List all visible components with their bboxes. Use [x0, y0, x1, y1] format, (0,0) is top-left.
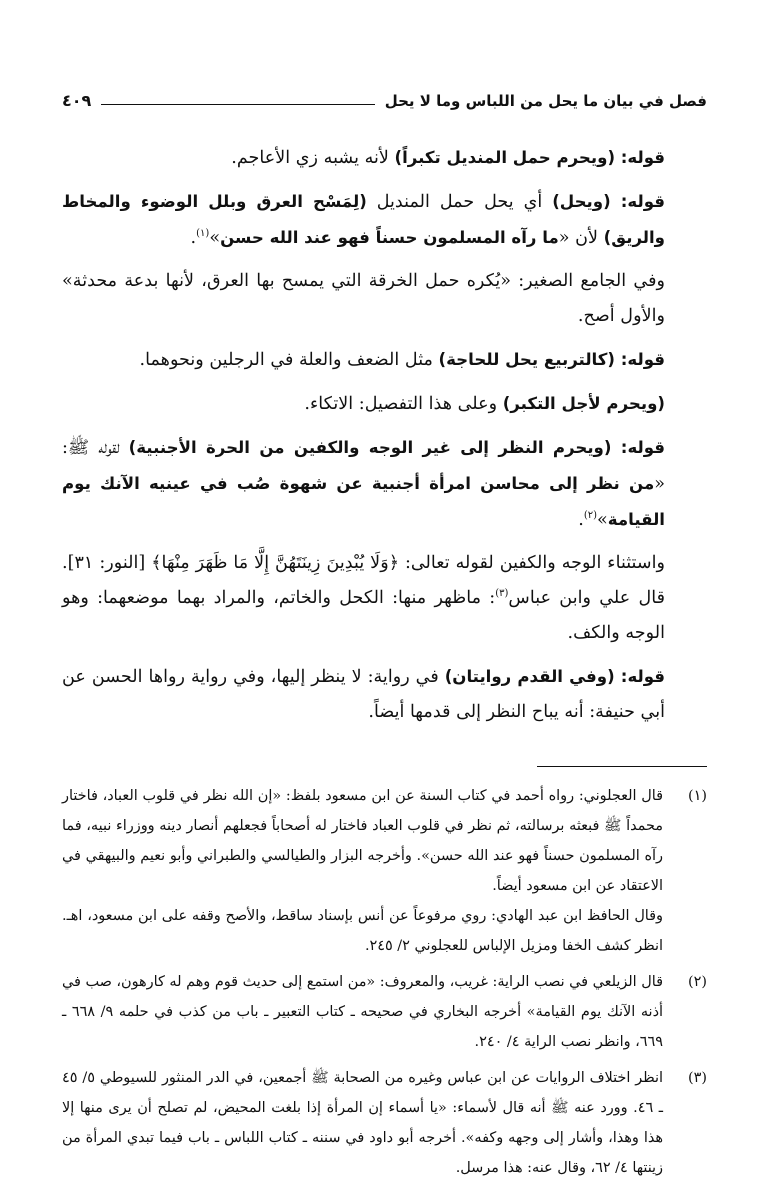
footnote [62, 781, 707, 961]
paragraph-text: » [209, 228, 221, 248]
paragraph [62, 430, 707, 538]
paragraph-text: » [597, 510, 608, 530]
header-title: فصل في بيان ما يحل من اللباس وما لا يحل [384, 92, 707, 110]
footnote-line: قال العجلوني: رواه أحمد في كتاب السنة عن ابن مسعود بلفظ: «إن الله نظر في قلوب العباد، فاختار محمداً ﷺ فبعثه برسالته، ثم نظر في قلوب العباد فاختار له أصحاباً فجعلهم أنصار دينه ووزراء نبيه، فما رآه المسلمون حسناً فهو عند الله حسن». وأخرجه البزار والطيالسي والطبراني وأبو نعيم والبيهقي في الاعتقاد عن ابن مسعود أيضاً. [62, 788, 663, 894]
footnote-ref[interactable]: (٣) [495, 588, 509, 600]
paragraph-text: . [190, 228, 197, 248]
paragraph-lead: قوله: (ويحرم النظر إلى غير الوجه والكفين من الحرة الأجنبية) [128, 438, 666, 457]
paragraph [62, 184, 707, 256]
footnote-number: (٢) [688, 974, 707, 990]
paragraph-lead: قوله: (وفي القدم روايتان) [444, 667, 666, 686]
running-header [62, 86, 707, 110]
paragraph-lead: قوله: (ويحرم حمل المنديل تكبراً) [394, 148, 665, 167]
footnotes [62, 781, 707, 1183]
footnote-number: (٣) [688, 1070, 707, 1086]
paragraph [62, 659, 707, 730]
paragraph [62, 386, 707, 422]
footnote-number: (١) [688, 788, 707, 804]
paragraph-text: مثل الضعف والعلة في الرجلين ونحوهما. [139, 350, 439, 370]
footnote [62, 1063, 707, 1183]
paragraph-text: لأن « [558, 228, 604, 248]
paragraph-text: : ماظهر منها: الكحل والخاتم، والمراد بهما موضعهما: وهو الوجه والكف. [62, 588, 665, 643]
paragraph [62, 140, 707, 176]
paragraph-lead: (ويحرم لأجل التكبر) [502, 394, 665, 413]
footnote [62, 967, 707, 1057]
paragraph-text: في رواية: لا ينظر إليها، وفي رواية رواها الحسن عن أبي حنيفة: أنه يباح النظر إلى قدمها أيضاً. [62, 667, 665, 722]
paragraph-lead: قوله: (كالتربيع يحل للحاجة) [438, 350, 665, 369]
paragraph [62, 264, 707, 334]
paragraph-lead: قوله: (ويحل) [552, 192, 665, 211]
footnote-line: انظر اختلاف الروايات عن ابن عباس وغيره من الصحابة ﷺ أجمعين، في الدر المنثور للسيوطي ٥/ ٤٥ ـ ٤٦. وورد عنه ﷺ أنه قال لأسماء: «يا أسماء إن المرأة إذا بلغت المحيض، لم تصلح أن يرى منها إلا هذا وهذا، وأشار إلى وجهه وكفه». أخرجه أبو داود في سننه ـ كتاب اللباس ـ باب فيما تبدي المرأة من زينتها ٤/ ٦٢، وقال عنه: هذا مرسل. [62, 1070, 663, 1176]
header-rule [101, 104, 374, 105]
hadith-quote: من نظر إلى محاسن امرأة أجنبية عن شهوة صُب في عينيه الآنك يوم القيامة [62, 474, 665, 529]
page [62, 86, 707, 1189]
paragraph-text: لأنه يشبه زي الأعاجم. [231, 148, 395, 168]
page-number: ٤٠٩ [62, 91, 92, 110]
main-text [62, 140, 707, 730]
paragraph-text: وعلى هذا التفصيل: الاتكاء. [304, 394, 503, 414]
paragraph-text: واستثناء الوجه والكفين لقوله تعالى: ﴿وَلَا يُبْدِينَ زِينَتَهُنَّ إِلَّا مَا ظَهَرَ مِنْهَا﴾ [النور: ٣١]. قال علي وابن عباس [62, 553, 665, 608]
paragraph-text: أي يحل حمل المنديل [366, 192, 553, 212]
paragraph-lead: (لِمَسْح العرق وبلل الوضوء والمخاط والريق) [62, 192, 665, 247]
paragraph [62, 342, 707, 378]
footnote-line: قال الزيلعي في نصب الراية: غريب، والمعروف: «من استمع إلى حديث قوم وهم له كارهون، صب في أذنه الآنك يوم القيامة» أخرجه البخاري في صحيحه ـ كتاب التعبير ـ باب من كذب في حلمه ٩/ ٦٦٨ ـ ٦٦٩، وانظر نصب الراية ٤/ ٢٤٠. [62, 974, 663, 1050]
paragraph-text: لقوله ﷺ: « [62, 438, 665, 494]
footnote-text [62, 967, 663, 1057]
hadith-quote: ما رآه المسلمون حسناً فهو عند الله حسن [220, 228, 559, 247]
paragraph-text: . [578, 510, 584, 530]
paragraph [62, 546, 707, 651]
footnote-text [62, 781, 663, 961]
footnote-text [62, 1063, 663, 1183]
footnote-ref[interactable]: (١) [196, 228, 210, 240]
footnote-line: وقال الحافظ ابن عبد الهادي: روي مرفوعاً عن أنس بإسناد ساقط، والأصح وقفه على ابن مسعود، اهـ. انظر كشف الخفا ومزيل الإلباس للعجلوني ٢/ ٢٤٥. [62, 908, 663, 954]
footnote-separator [537, 766, 707, 767]
footnote-ref[interactable]: (٢) [583, 510, 598, 522]
paragraph-text: وفي الجامع الصغير: «يُكره حمل الخرقة التي يمسح بها العرق، لأنها بدعة محدثة» والأول أصح. [62, 271, 665, 326]
